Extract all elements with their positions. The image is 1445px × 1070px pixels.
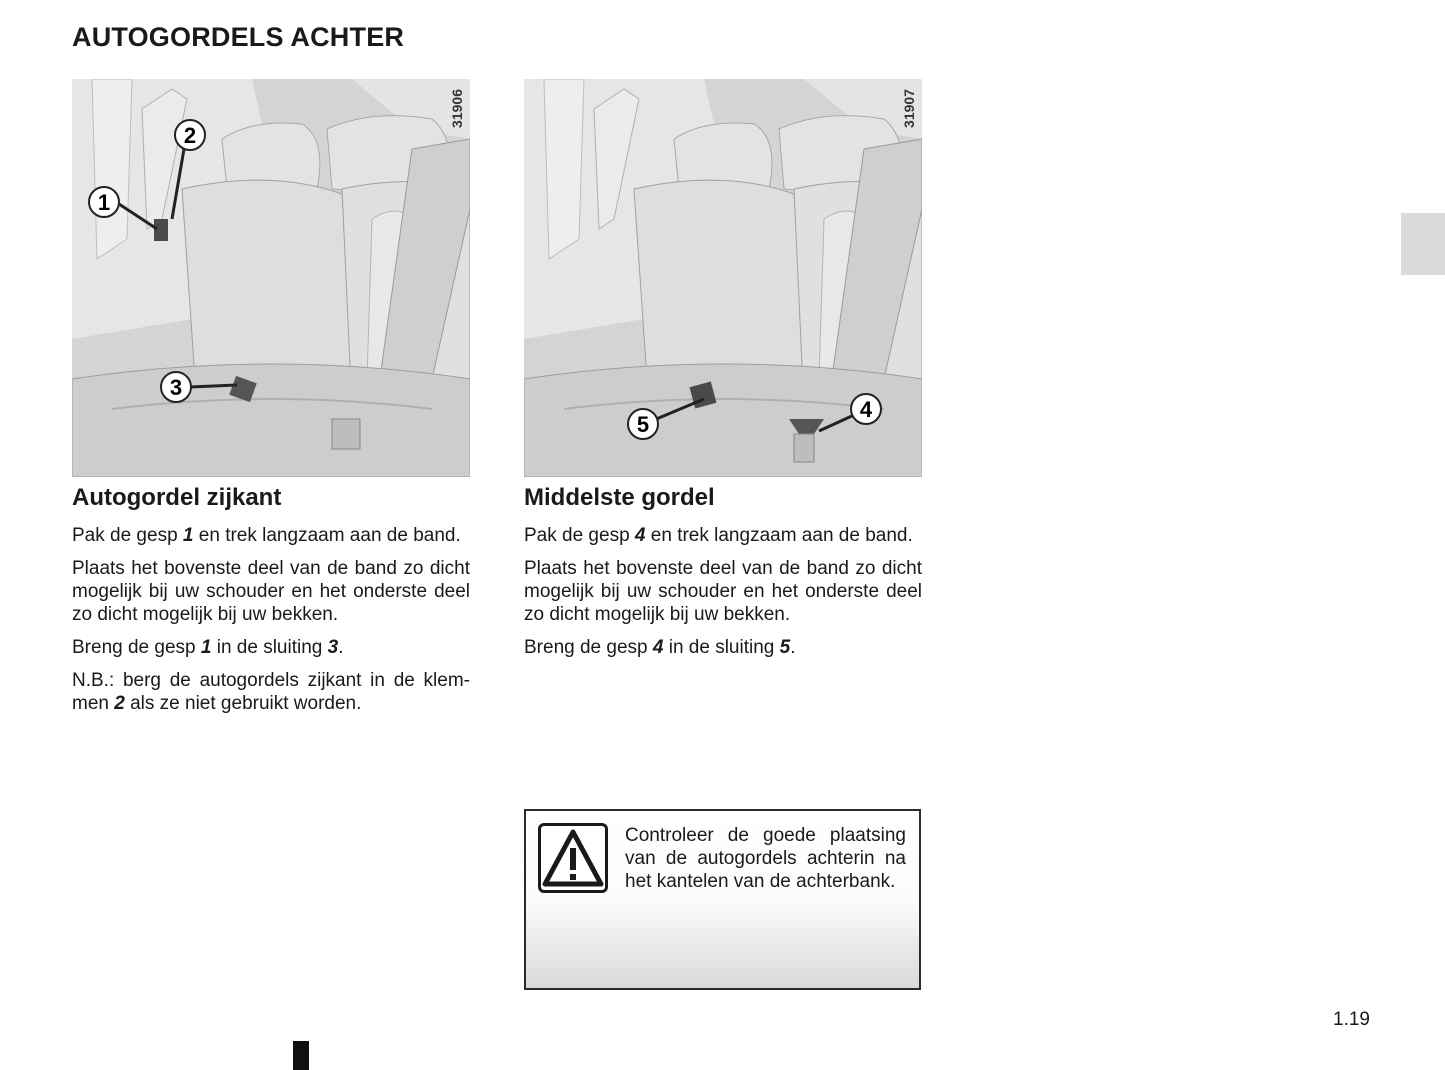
svg-text:3: 3: [169, 375, 183, 400]
svg-text:5: 5: [636, 412, 650, 437]
warning-text: Controleer de goede plaatsing van de autogordels achterin na het kantelen van de achterbank.: [625, 825, 906, 892]
side-belt-section: [72, 481, 470, 725]
paragraph: Plaats het bovenste deel van de band zo dicht mogelijk bij uw schouder en het onderste deel zo dicht mogelijk bij uw bekken.: [72, 558, 470, 625]
svg-text:2: 2: [183, 123, 197, 148]
callout-4: [851, 394, 881, 424]
middle-belt-section: [524, 481, 922, 669]
warning-triangle-icon: [538, 823, 608, 893]
paragraph: Pak de gesp 4 en trek langzaam aan de band.: [524, 525, 913, 546]
svg-text:4: 4: [859, 397, 873, 422]
page-title: AUTOGORDELS ACHTER: [72, 22, 405, 52]
section-heading: Autogordel zijkant: [72, 484, 282, 511]
rear-seat-illustration-middle-belt: [524, 79, 922, 477]
paragraph: Plaats het bovenste deel van de band zo dicht mogelijk bij uw schouder en het onderste deel zo dicht mogelijk bij uw bekken.: [524, 558, 922, 625]
callout-2: [175, 120, 205, 150]
callout-1: [89, 187, 119, 217]
callout-3: [161, 372, 191, 402]
paragraph: Breng de gesp 4 in de sluiting 5.: [524, 637, 796, 658]
rear-seat-illustration-side-belt: [72, 79, 470, 477]
warning-box: [524, 809, 921, 990]
figure-code: 31906: [449, 89, 465, 128]
figure-code: 31907: [901, 89, 917, 128]
chapter-tab: [1401, 213, 1445, 275]
paragraph: Breng de gesp 1 in de sluiting 3.: [72, 637, 344, 658]
note-paragraph: N.B.: berg de autogordels zijkant in de klemmen 2 als ze niet gebruikt worden.: [72, 670, 470, 714]
print-mark: [293, 1041, 309, 1070]
section-heading: Middelste gordel: [524, 484, 715, 511]
paragraph: Pak de gesp 1 en trek langzaam aan de band.: [72, 525, 461, 546]
svg-text:1: 1: [97, 190, 111, 215]
callout-5: [628, 409, 658, 439]
page-number: 1.19: [1333, 1009, 1370, 1030]
